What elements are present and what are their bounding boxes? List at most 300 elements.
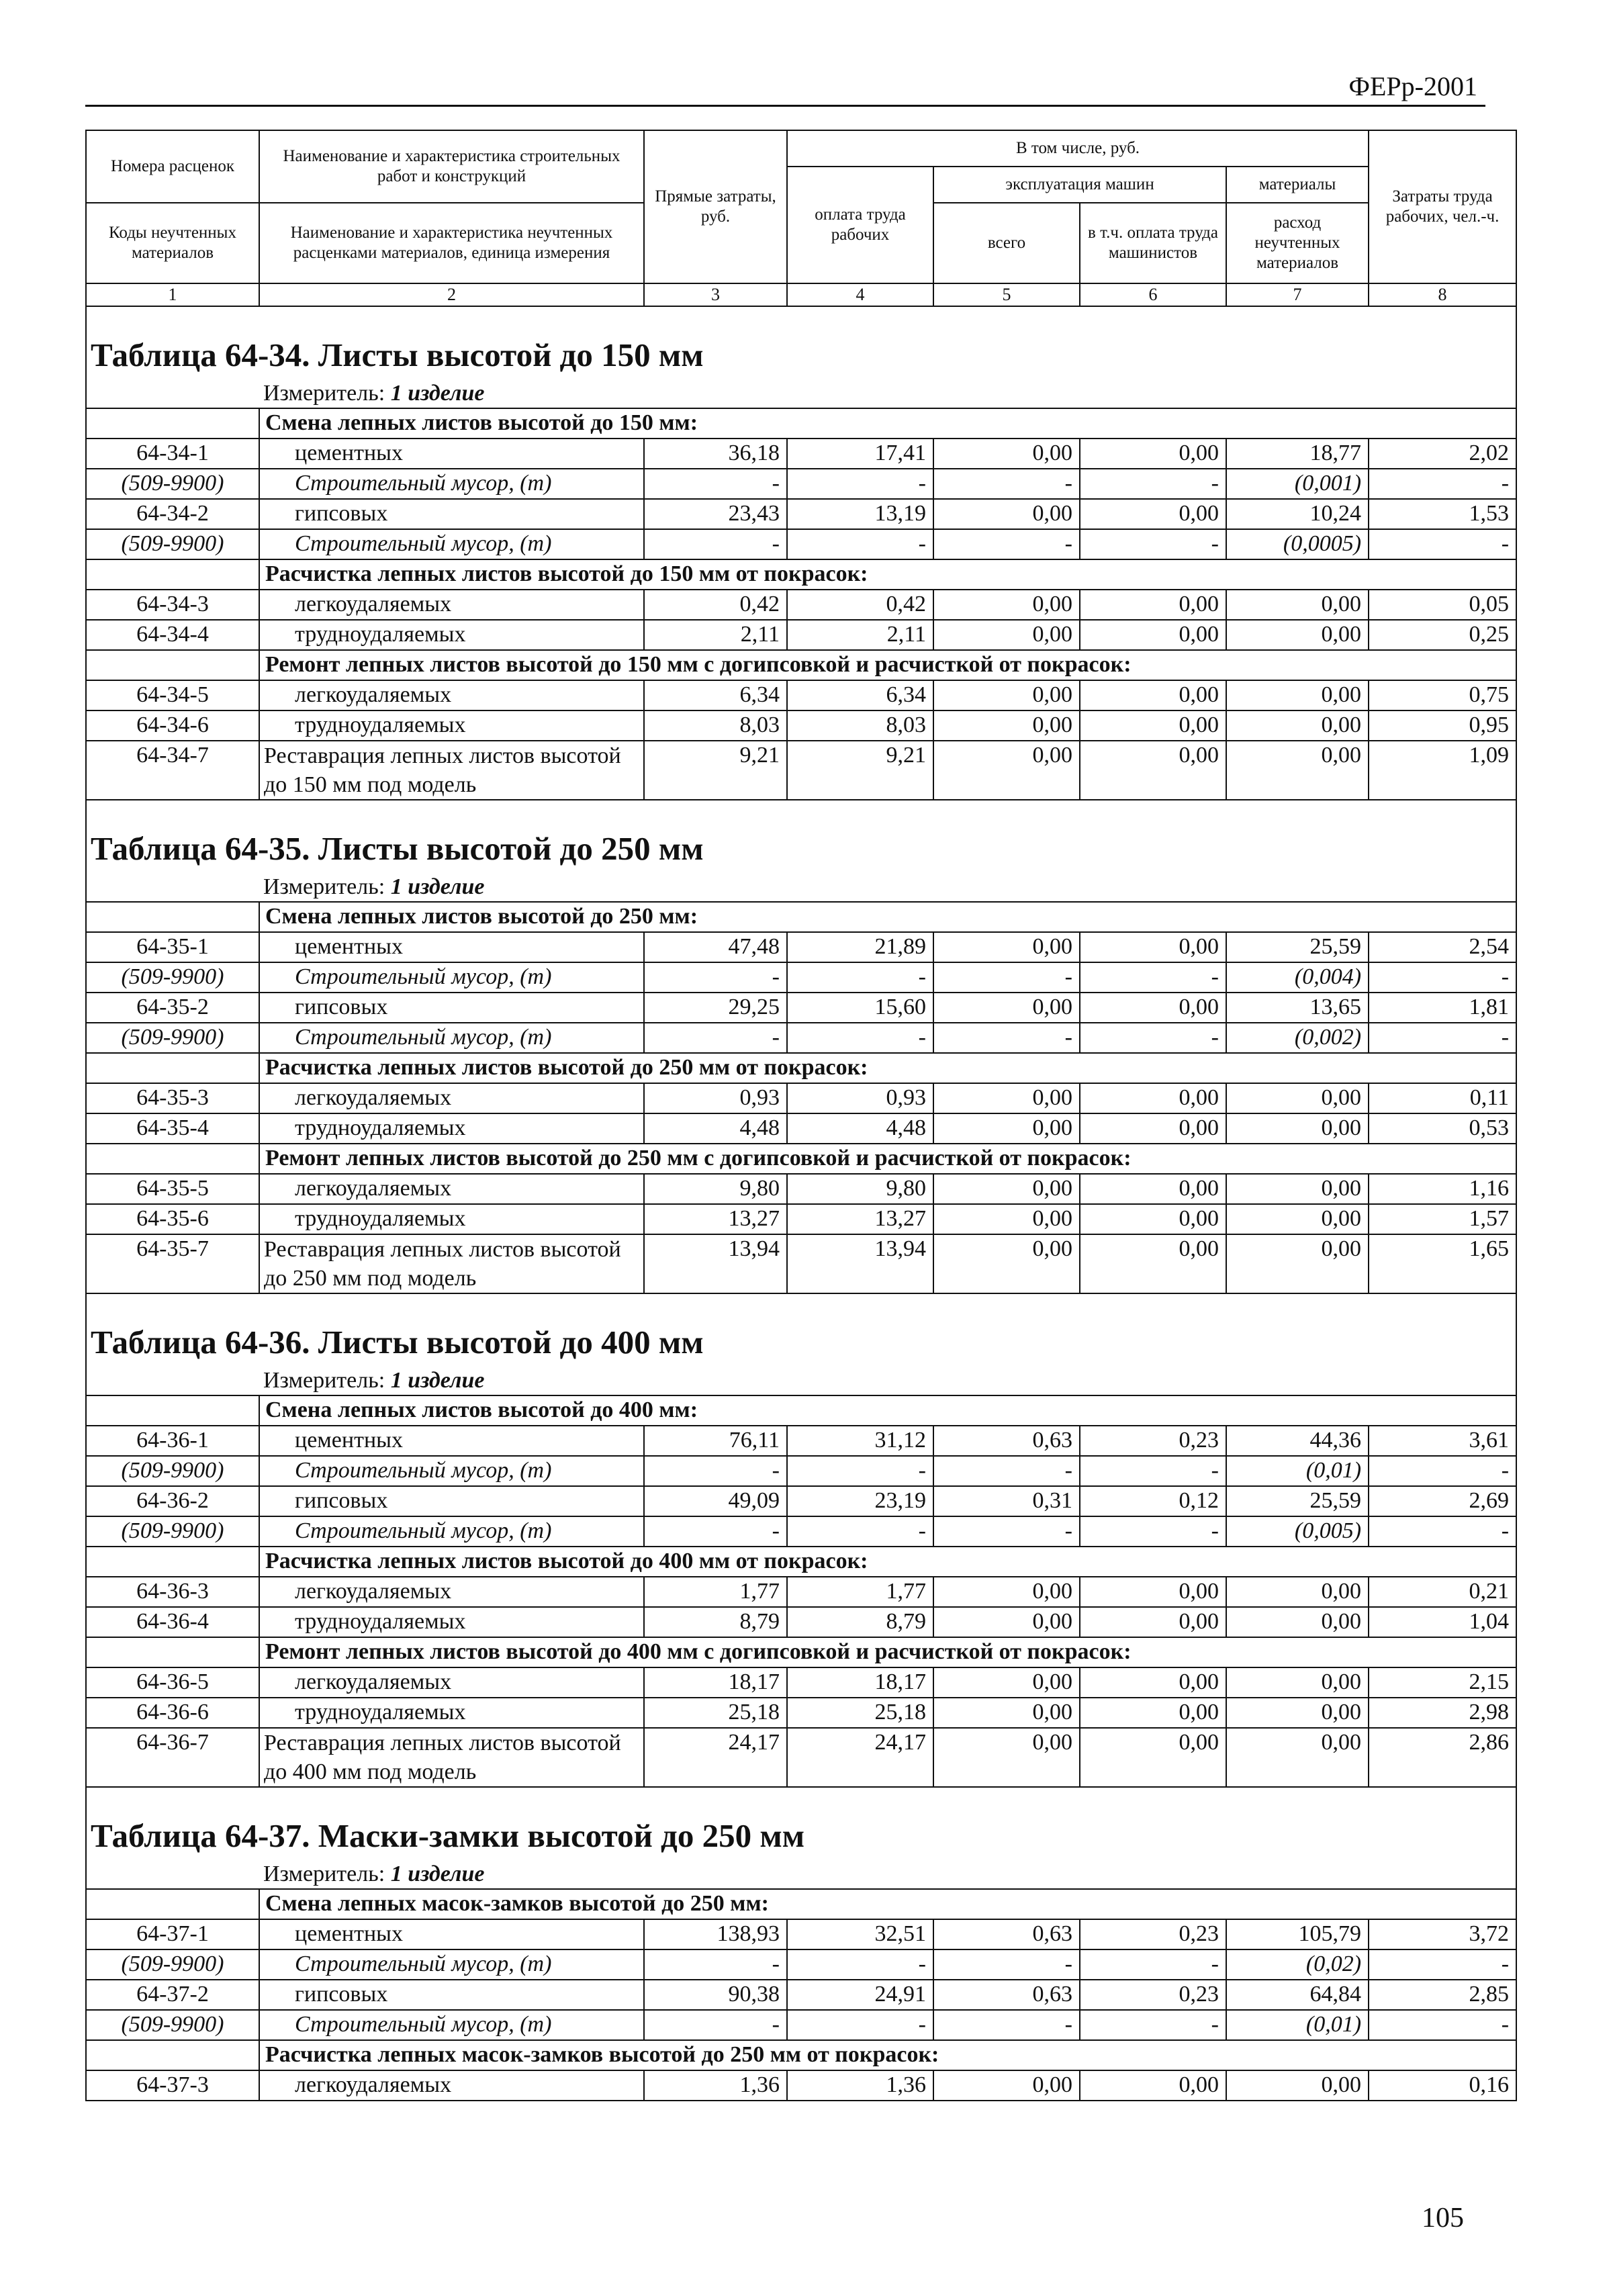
rate-row (86, 1204, 1516, 1234)
labor-hours-value: 0,75 (1369, 680, 1516, 710)
group-header-row (86, 2040, 1516, 2070)
materials-value: (0,0005) (1226, 529, 1369, 559)
material-name: Строительный мусор, (т) (259, 1516, 644, 1547)
group-title: Расчистка лепных листов высотой до 400 мм от покрасок: (259, 1547, 1516, 1577)
col-materials-usage: расход неучтенных материалов (1226, 203, 1369, 283)
rate-row (86, 439, 1516, 469)
materials-value: 25,59 (1226, 932, 1369, 962)
direct-costs-value: 18,17 (644, 1667, 787, 1698)
unlisted-material-row (86, 1516, 1516, 1547)
machines-labor-value: 0,00 (1080, 710, 1226, 741)
labor-pay-value: 0,93 (787, 1083, 933, 1113)
rate-name: трудноудаляемых (259, 710, 644, 741)
rate-name: Реставрация лепных листов высотой до 150 мм под модель (259, 741, 644, 800)
page-number: 105 (1422, 2203, 1464, 2234)
machines-labor-value: 0,23 (1080, 1426, 1226, 1456)
meter-label: Измеритель: (263, 381, 385, 406)
rate-name: легкоудаляемых (259, 590, 644, 620)
material-name: Строительный мусор, (т) (259, 1456, 644, 1486)
materials-value: 25,59 (1226, 1486, 1369, 1516)
rate-row (86, 1698, 1516, 1728)
column-number: 5 (933, 283, 1080, 306)
materials-value: 0,00 (1226, 1607, 1369, 1637)
machines-total-value: 0,00 (933, 1113, 1080, 1144)
materials-value: (0,004) (1226, 962, 1369, 993)
unlisted-material-row (86, 529, 1516, 559)
materials-value: 0,00 (1226, 1113, 1369, 1144)
table-title-row (86, 1293, 1516, 1367)
group-title: Смена лепных листов высотой до 400 мм: (259, 1395, 1516, 1426)
machines-total-value: 0,00 (933, 1667, 1080, 1698)
direct-costs-value: 0,93 (644, 1083, 787, 1113)
rate-code: 64-37-3 (86, 2070, 259, 2101)
labor-pay-value: 4,48 (787, 1113, 933, 1144)
materials-value: 0,00 (1226, 2070, 1369, 2101)
rate-row (86, 620, 1516, 650)
labor-pay-value: 0,42 (787, 590, 933, 620)
rate-code: 64-37-2 (86, 1980, 259, 2010)
materials-value: 13,65 (1226, 993, 1369, 1023)
labor-hours-value: - (1369, 1456, 1516, 1486)
materials-value: 0,00 (1226, 1728, 1369, 1787)
rate-name: цементных (259, 1919, 644, 1949)
group-header-row (86, 1637, 1516, 1667)
labor-pay-value: 25,18 (787, 1698, 933, 1728)
rate-code: 64-36-4 (86, 1607, 259, 1637)
table-title: Таблица 64-34. Листы высотой до 150 мм (91, 336, 704, 373)
labor-hours-value: 1,16 (1369, 1174, 1516, 1204)
labor-pay-value: 13,27 (787, 1204, 933, 1234)
direct-costs-value: - (644, 2010, 787, 2040)
machines-labor-value: 0,00 (1080, 2070, 1226, 2101)
labor-pay-value: 24,17 (787, 1728, 933, 1787)
rate-code: 64-34-6 (86, 710, 259, 741)
labor-hours-value: 0,25 (1369, 620, 1516, 650)
rate-row (86, 1667, 1516, 1698)
meter-row (86, 379, 1516, 408)
column-number: 1 (86, 283, 259, 306)
column-number: 6 (1080, 283, 1226, 306)
table-title-row (86, 1787, 1516, 1860)
materials-value: 0,00 (1226, 620, 1369, 650)
materials-value: 0,00 (1226, 1234, 1369, 1293)
rate-code: 64-34-1 (86, 439, 259, 469)
machines-total-value: 0,00 (933, 1083, 1080, 1113)
column-number: 2 (259, 283, 644, 306)
rate-name: трудноудаляемых (259, 620, 644, 650)
labor-hours-value: - (1369, 529, 1516, 559)
rate-code: 64-34-3 (86, 590, 259, 620)
machines-labor-value: 0,23 (1080, 1919, 1226, 1949)
machines-total-value: 0,00 (933, 1234, 1080, 1293)
table-title: Таблица 64-37. Маски-замки высотой до 250 мм (91, 1817, 805, 1854)
column-numbers (86, 283, 1516, 306)
material-name: Строительный мусор, (т) (259, 1023, 644, 1053)
labor-hours-value: 2,15 (1369, 1667, 1516, 1698)
rate-row (86, 1577, 1516, 1607)
rate-name: Реставрация лепных листов высотой до 400 мм под модель (259, 1728, 644, 1787)
rate-name: гипсовых (259, 499, 644, 529)
direct-costs-value: 2,11 (644, 620, 787, 650)
direct-costs-value: 13,94 (644, 1234, 787, 1293)
machines-labor-value: 0,00 (1080, 439, 1226, 469)
machines-labor-value: - (1080, 1023, 1226, 1053)
labor-hours-value: 1,81 (1369, 993, 1516, 1023)
direct-costs-value: 36,18 (644, 439, 787, 469)
materials-value: (0,001) (1226, 469, 1369, 499)
meter-value: 1 изделие (390, 1368, 485, 1393)
direct-costs-value: - (644, 1456, 787, 1486)
direct-costs-value: 138,93 (644, 1919, 787, 1949)
rate-name: трудноудаляемых (259, 1698, 644, 1728)
direct-costs-value: 76,11 (644, 1426, 787, 1456)
rate-name: цементных (259, 1426, 644, 1456)
group-title: Ремонт лепных листов высотой до 250 мм с догипсовкой и расчисткой от покрасок: (259, 1144, 1516, 1174)
document-code: ФЕРр-2001 (1348, 71, 1477, 101)
rate-row (86, 1174, 1516, 1204)
machines-labor-value: - (1080, 2010, 1226, 2040)
rate-code: 64-35-7 (86, 1234, 259, 1293)
direct-costs-value: - (644, 1023, 787, 1053)
rate-code: 64-35-2 (86, 993, 259, 1023)
unlisted-material-row (86, 2010, 1516, 2040)
meter-label: Измеритель: (263, 874, 385, 899)
machines-labor-value: - (1080, 1456, 1226, 1486)
labor-pay-value: 6,34 (787, 680, 933, 710)
material-name: Строительный мусор, (т) (259, 962, 644, 993)
group-header-row (86, 650, 1516, 680)
labor-hours-value: 2,85 (1369, 1980, 1516, 2010)
group-title: Смена лепных листов высотой до 150 мм: (259, 408, 1516, 439)
labor-hours-value: 1,53 (1369, 499, 1516, 529)
rate-code: 64-35-4 (86, 1113, 259, 1144)
rate-name: гипсовых (259, 993, 644, 1023)
materials-value: 0,00 (1226, 741, 1369, 800)
col-machines: эксплуатация машин (933, 167, 1226, 203)
rate-name: трудноудаляемых (259, 1607, 644, 1637)
rate-code: 64-36-2 (86, 1486, 259, 1516)
materials-value: 0,00 (1226, 1174, 1369, 1204)
machines-total-value: 0,00 (933, 499, 1080, 529)
direct-costs-value: 8,79 (644, 1607, 787, 1637)
group-title: Ремонт лепных листов высотой до 400 мм с догипсовкой и расчисткой от покрасок: (259, 1637, 1516, 1667)
direct-costs-value: - (644, 469, 787, 499)
rate-name: цементных (259, 439, 644, 469)
direct-costs-value: 25,18 (644, 1698, 787, 1728)
rate-row (86, 499, 1516, 529)
machines-labor-value: 0,00 (1080, 499, 1226, 529)
meter-label: Измеритель: (263, 1862, 385, 1886)
materials-value: 0,00 (1226, 710, 1369, 741)
direct-costs-value: 47,48 (644, 932, 787, 962)
rate-code: 64-36-6 (86, 1698, 259, 1728)
rate-row (86, 1607, 1516, 1637)
rate-name: цементных (259, 932, 644, 962)
labor-pay-value: 15,60 (787, 993, 933, 1023)
materials-value: 18,77 (1226, 439, 1369, 469)
machines-labor-value: 0,23 (1080, 1980, 1226, 2010)
materials-value: 105,79 (1226, 1919, 1369, 1949)
rate-code: 64-34-2 (86, 499, 259, 529)
labor-pay-value: 1,77 (787, 1577, 933, 1607)
rate-code: 64-34-7 (86, 741, 259, 800)
rate-row (86, 680, 1516, 710)
group-title: Расчистка лепных масок-замков высотой до 250 мм от покрасок: (259, 2040, 1516, 2070)
labor-pay-value: - (787, 962, 933, 993)
materials-value: 0,00 (1226, 590, 1369, 620)
meter-label: Измеритель: (263, 1368, 385, 1393)
group-header-row (86, 1395, 1516, 1426)
material-name: Строительный мусор, (т) (259, 529, 644, 559)
labor-pay-value: - (787, 469, 933, 499)
machines-labor-value: 0,00 (1080, 1174, 1226, 1204)
material-code: (509-9900) (86, 1456, 259, 1486)
direct-costs-value: - (644, 1949, 787, 1980)
labor-pay-value: 8,03 (787, 710, 933, 741)
rate-row (86, 932, 1516, 962)
rate-row (86, 1980, 1516, 2010)
materials-value: 0,00 (1226, 1698, 1369, 1728)
labor-hours-value: - (1369, 1949, 1516, 1980)
labor-pay-value: 2,11 (787, 620, 933, 650)
rate-name: гипсовых (259, 1486, 644, 1516)
table-title-row (86, 800, 1516, 873)
machines-total-value: 0,00 (933, 680, 1080, 710)
column-number: 8 (1369, 283, 1516, 306)
meter-row (86, 1860, 1516, 1889)
machines-labor-value: - (1080, 1516, 1226, 1547)
column-number: 7 (1226, 283, 1369, 306)
labor-hours-value: - (1369, 469, 1516, 499)
labor-hours-value: - (1369, 962, 1516, 993)
labor-pay-value: 13,94 (787, 1234, 933, 1293)
labor-hours-value: 0,05 (1369, 590, 1516, 620)
group-title: Расчистка лепных листов высотой до 150 мм от покрасок: (259, 559, 1516, 590)
direct-costs-value: - (644, 529, 787, 559)
rate-name: легкоудаляемых (259, 1577, 644, 1607)
labor-hours-value: - (1369, 1516, 1516, 1547)
machines-total-value: - (933, 962, 1080, 993)
labor-hours-value: 2,69 (1369, 1486, 1516, 1516)
machines-total-value: - (933, 469, 1080, 499)
rate-row (86, 1919, 1516, 1949)
machines-total-value: 0,00 (933, 439, 1080, 469)
direct-costs-value: 90,38 (644, 1980, 787, 2010)
materials-value: (0,005) (1226, 1516, 1369, 1547)
labor-pay-value: 17,41 (787, 439, 933, 469)
group-header-row (86, 1547, 1516, 1577)
machines-total-value: 0,00 (933, 1204, 1080, 1234)
labor-hours-value: 2,86 (1369, 1728, 1516, 1787)
rate-code: 64-34-4 (86, 620, 259, 650)
machines-labor-value: 0,00 (1080, 620, 1226, 650)
rate-row (86, 1486, 1516, 1516)
page-header (85, 67, 1485, 107)
unlisted-material-row (86, 1456, 1516, 1486)
material-code: (509-9900) (86, 962, 259, 993)
material-name: Строительный мусор, (т) (259, 1949, 644, 1980)
column-number: 3 (644, 283, 787, 306)
rate-code: 64-35-3 (86, 1083, 259, 1113)
machines-total-value: - (933, 1456, 1080, 1486)
labor-pay-value: 9,21 (787, 741, 933, 800)
machines-labor-value: - (1080, 529, 1226, 559)
machines-labor-value: 0,00 (1080, 1234, 1226, 1293)
machines-labor-value: 0,00 (1080, 741, 1226, 800)
material-code: (509-9900) (86, 529, 259, 559)
col-materials: материалы (1226, 167, 1369, 203)
labor-hours-value: 2,02 (1369, 439, 1516, 469)
group-header-row (86, 408, 1516, 439)
group-header-row (86, 902, 1516, 932)
labor-pay-value: - (787, 2010, 933, 2040)
machines-total-value: 0,00 (933, 1174, 1080, 1204)
machines-total-value: 0,00 (933, 620, 1080, 650)
labor-hours-value: 1,65 (1369, 1234, 1516, 1293)
rate-row (86, 741, 1516, 800)
rate-code: 64-36-5 (86, 1667, 259, 1698)
rate-row (86, 2070, 1516, 2101)
material-name: Строительный мусор, (т) (259, 469, 644, 499)
direct-costs-value: 1,36 (644, 2070, 787, 2101)
material-code: (509-9900) (86, 1516, 259, 1547)
machines-labor-value: - (1080, 469, 1226, 499)
unlisted-material-row (86, 1023, 1516, 1053)
machines-total-value: - (933, 529, 1080, 559)
direct-costs-value: 49,09 (644, 1486, 787, 1516)
direct-costs-value: 13,27 (644, 1204, 787, 1234)
machines-labor-value: 0,00 (1080, 1204, 1226, 1234)
materials-value: (0,01) (1226, 2010, 1369, 2040)
col-labor-pay: оплата труда рабочих (787, 167, 933, 283)
rate-code: 64-36-1 (86, 1426, 259, 1456)
labor-pay-value: 8,79 (787, 1607, 933, 1637)
labor-hours-value: 0,53 (1369, 1113, 1516, 1144)
machines-labor-value: 0,00 (1080, 680, 1226, 710)
material-code: (509-9900) (86, 1023, 259, 1053)
labor-hours-value: - (1369, 2010, 1516, 2040)
meter-row (86, 873, 1516, 902)
direct-costs-value: 23,43 (644, 499, 787, 529)
direct-costs-value: 9,80 (644, 1174, 787, 1204)
unlisted-material-row (86, 962, 1516, 993)
col-direct-costs: Прямые затраты, руб. (644, 130, 787, 283)
rate-row (86, 1234, 1516, 1293)
rate-code: 64-35-5 (86, 1174, 259, 1204)
machines-labor-value: 0,00 (1080, 932, 1226, 962)
materials-value: 10,24 (1226, 499, 1369, 529)
machines-labor-value: 0,12 (1080, 1486, 1226, 1516)
machines-labor-value: 0,00 (1080, 1113, 1226, 1144)
rate-code: 64-34-5 (86, 680, 259, 710)
materials-value: 0,00 (1226, 680, 1369, 710)
direct-costs-value: 6,34 (644, 680, 787, 710)
labor-pay-value: 9,80 (787, 1174, 933, 1204)
rate-name: гипсовых (259, 1980, 644, 2010)
labor-pay-value: - (787, 1023, 933, 1053)
material-code: (509-9900) (86, 469, 259, 499)
labor-hours-value: 2,54 (1369, 932, 1516, 962)
machines-total-value: 0,00 (933, 741, 1080, 800)
materials-value: 44,36 (1226, 1426, 1369, 1456)
labor-hours-value: 1,57 (1369, 1204, 1516, 1234)
direct-costs-value: - (644, 962, 787, 993)
machines-total-value: 0,00 (933, 710, 1080, 741)
meter-value: 1 изделие (390, 874, 485, 899)
machines-labor-value: 0,00 (1080, 1698, 1226, 1728)
direct-costs-value: 9,21 (644, 741, 787, 800)
machines-total-value: 0,31 (933, 1486, 1080, 1516)
machines-labor-value: 0,00 (1080, 993, 1226, 1023)
table-header (86, 130, 1516, 306)
material-name: Строительный мусор, (т) (259, 2010, 644, 2040)
labor-hours-value: 1,09 (1369, 741, 1516, 800)
labor-hours-value: 0,95 (1369, 710, 1516, 741)
labor-hours-value: 1,04 (1369, 1607, 1516, 1637)
rate-row (86, 590, 1516, 620)
machines-labor-value: - (1080, 962, 1226, 993)
materials-value: (0,01) (1226, 1456, 1369, 1486)
materials-value: (0,02) (1226, 1949, 1369, 1980)
machines-total-value: - (933, 1516, 1080, 1547)
unlisted-material-row (86, 469, 1516, 499)
machines-labor-value: 0,00 (1080, 1728, 1226, 1787)
group-header-row (86, 559, 1516, 590)
meter-value: 1 изделие (390, 1862, 485, 1886)
labor-hours-value: 0,21 (1369, 1577, 1516, 1607)
labor-hours-value: 3,61 (1369, 1426, 1516, 1456)
rate-code: 64-37-1 (86, 1919, 259, 1949)
machines-total-value: 0,00 (933, 1698, 1080, 1728)
group-title: Расчистка лепных листов высотой до 250 мм от покрасок: (259, 1053, 1516, 1083)
col-including: В том числе, руб. (787, 130, 1369, 167)
labor-hours-value: 3,72 (1369, 1919, 1516, 1949)
machines-total-value: - (933, 1949, 1080, 1980)
machines-total-value: - (933, 1023, 1080, 1053)
rate-name: легкоудаляемых (259, 2070, 644, 2101)
col-rate-name: Наименование и характеристика строительных работ и конструкций (259, 130, 644, 203)
labor-pay-value: 32,51 (787, 1919, 933, 1949)
labor-hours-value: 2,98 (1369, 1698, 1516, 1728)
labor-pay-value: 13,19 (787, 499, 933, 529)
rate-name: легкоудаляемых (259, 680, 644, 710)
labor-pay-value: - (787, 1456, 933, 1486)
machines-total-value: 0,00 (933, 590, 1080, 620)
machines-labor-value: 0,00 (1080, 1577, 1226, 1607)
direct-costs-value: 29,25 (644, 993, 787, 1023)
table-title: Таблица 64-35. Листы высотой до 250 мм (91, 830, 704, 867)
group-header-row (86, 1053, 1516, 1083)
col-unlisted-codes: Коды неучтенных материалов (86, 203, 259, 283)
rate-code: 64-35-1 (86, 932, 259, 962)
materials-value: 0,00 (1226, 1083, 1369, 1113)
direct-costs-value: 0,42 (644, 590, 787, 620)
unlisted-material-row (86, 1949, 1516, 1980)
materials-value: 0,00 (1226, 1204, 1369, 1234)
machines-labor-value: 0,00 (1080, 1083, 1226, 1113)
machines-total-value: 0,00 (933, 1577, 1080, 1607)
rate-name: трудноудаляемых (259, 1204, 644, 1234)
group-header-row (86, 1144, 1516, 1174)
group-title: Смена лепных масок-замков высотой до 250 мм: (259, 1889, 1516, 1919)
labor-pay-value: - (787, 1949, 933, 1980)
meter-value: 1 изделие (390, 381, 485, 406)
col-unlisted-name: Наименование и характеристика неучтенных расценками материалов, единица измерения (259, 203, 644, 283)
direct-costs-value: 8,03 (644, 710, 787, 741)
rate-name: легкоудаляемых (259, 1174, 644, 1204)
machines-total-value: 0,63 (933, 1426, 1080, 1456)
materials-value: (0,002) (1226, 1023, 1369, 1053)
